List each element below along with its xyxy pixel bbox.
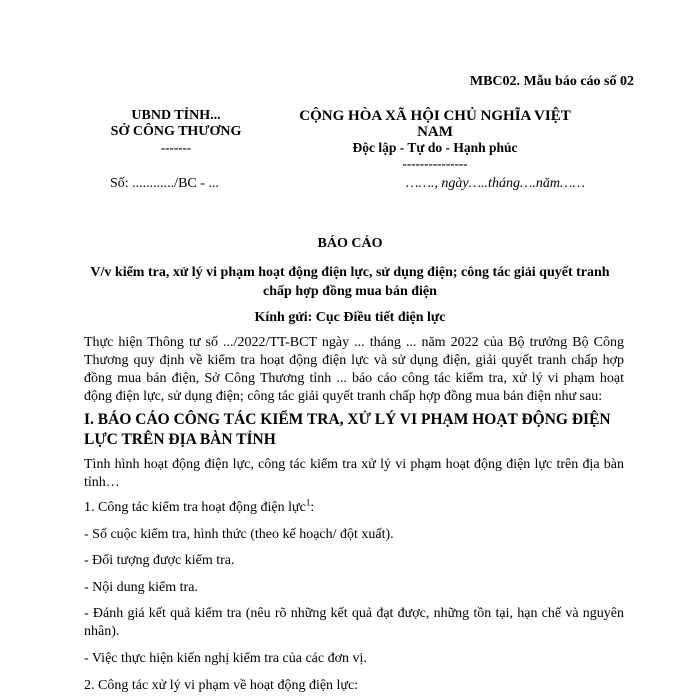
date-line: ……., ngày…..tháng….năm…… — [406, 176, 585, 191]
bullet-inspection-count: - Số cuộc kiểm tra, hình thức (theo kế hoạch/ đột xuất). — [84, 527, 394, 542]
item-1-suffix: : — [310, 500, 315, 515]
item-2-heading: 2. Công tác xử lý vi phạm về hoạt động điện lực: — [84, 678, 359, 693]
situation-paragraph: Tình hình hoạt động điện lực, công tác kiểm tra xử lý vi phạm hoạt động điện lực trên địa bàn tỉnh… — [84, 457, 624, 490]
agency-province: UBND TỈNH... — [131, 108, 221, 123]
nation-name: CỘNG HÒA XÃ HỘI CHỦ NGHĨA VIỆT NAM — [299, 108, 571, 140]
agency-header — [96, 108, 256, 156]
footnote-marker: 1 — [305, 497, 311, 508]
item-1-text: 1. Công tác kiểm tra hoạt động điện lực — [84, 500, 306, 515]
intro-paragraph: Thực hiện Thông tư số .../2022/TT-BCT ngày ... tháng ... năm 2022 của Bộ trưởng Bộ Công Thương quy định về kiểm tra hoạt động điện lực và sử dụng điện, giải quyết tranh chấp hợp đồng mua bán điện, Sở Công Thương tỉnh ... báo cáo công tác kiểm tra, xử lý vi phạm hoạt động điện lực, sử dụng điện; công tác giải quyết tranh chấp hợp đồng mua bán điện như sau: — [84, 335, 624, 404]
agency-department: SỞ CÔNG THƯƠNG — [110, 124, 242, 139]
nation-divider: --------------- — [402, 156, 468, 171]
bullet-inspection-evaluation: - Đánh giá kết quả kiểm tra (nêu rõ những kết quả đạt được, những tồn tại, hạn chế và nguyên nhân). — [84, 606, 624, 639]
nation-header — [280, 108, 590, 172]
agency-divider: ------- — [160, 140, 192, 155]
bullet-recommendation-implementation: - Việc thực hiện kiến nghị kiểm tra của các đơn vị. — [84, 651, 367, 666]
item-1-heading — [84, 499, 624, 517]
document-number: Số: ............/BC - ... — [110, 176, 219, 191]
document-title: BÁO CÁO — [317, 236, 383, 251]
nation-motto: Độc lập - Tự do - Hạnh phúc — [352, 140, 518, 155]
form-code: MBC02. Mẫu báo cáo số 02 — [469, 74, 634, 89]
recipient-line: Kính gửi: Cục Điều tiết điện lực — [254, 310, 446, 325]
document-subject: V/v kiểm tra, xử lý vi phạm hoạt động điện lực, sử dụng điện; công tác giải quyết tranh chấp hợp đồng mua bán điện — [90, 265, 610, 299]
bullet-inspected-subjects: - Đối tượng được kiểm tra. — [84, 553, 235, 568]
section-1-heading: I. BÁO CÁO CÔNG TÁC KIỂM TRA, XỬ LÝ VI PHẠM HOẠT ĐỘNG ĐIỆN LỰC TRÊN ĐỊA BÀN TỈNH — [84, 411, 611, 448]
bullet-inspection-content: - Nội dung kiểm tra. — [84, 580, 198, 595]
